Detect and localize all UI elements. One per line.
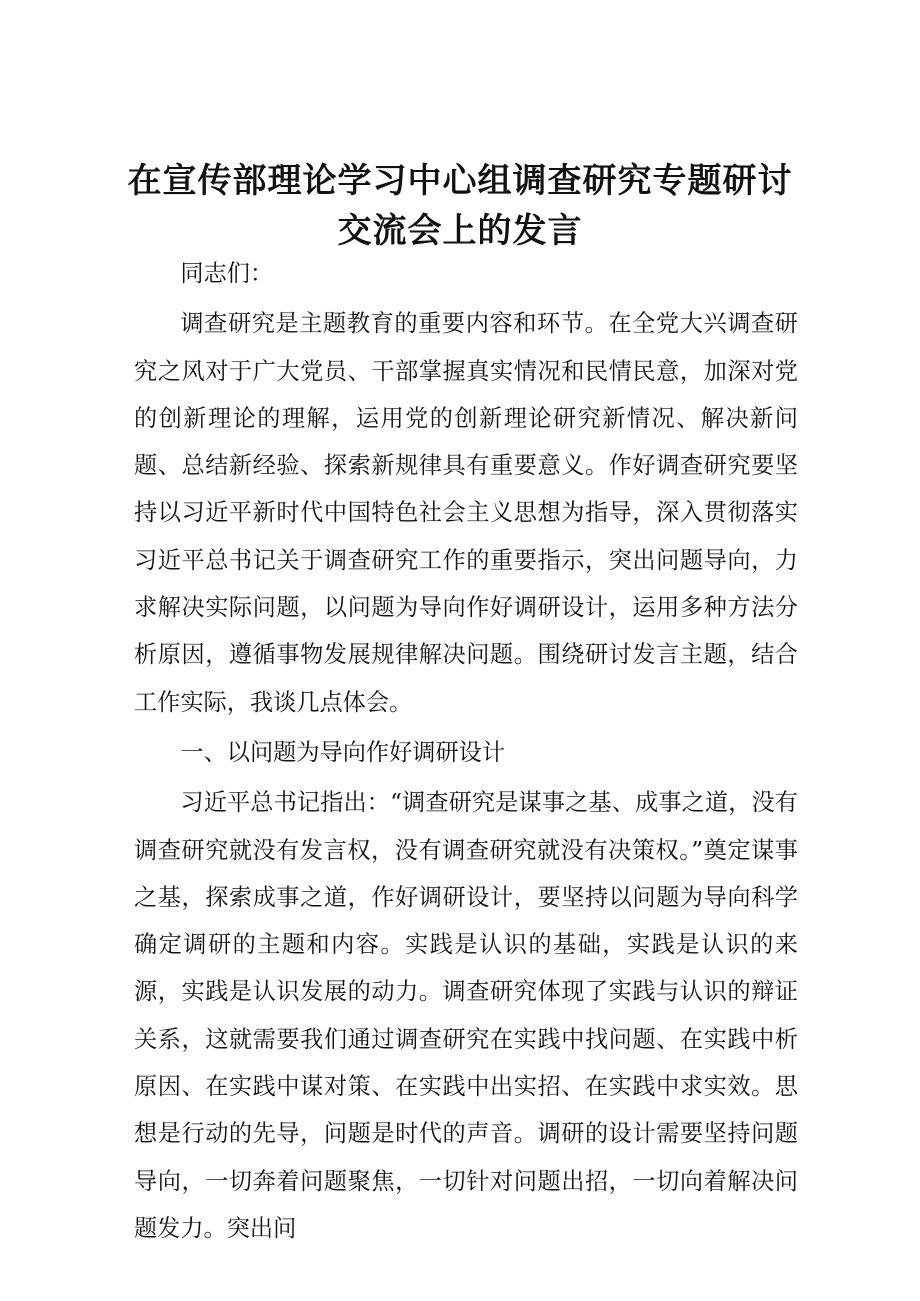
intro-paragraph: 调查研究是主题教育的重要内容和环节。在全党大兴调查研究之风对于广大党员、干部掌握真实情况和民情民意，加深对党的创新理论的理解，运用党的创新理论研究新情况、解决新问题、总结新经验、探索新规律具有重要意义。作好调查研究要坚持以习近平新时代中国特色社会主义思想为指导，深入贯彻落实习近平总书记关于调查研究工作的重要指示，突出问题导向，力求解决实际问题，以问题为导向作好调研设计，运用多种方法分析原因，遵循事物发展规律解决问题。围绕研讨发言主题，结合工作实际，我谈几点体会。 bbox=[134, 310, 798, 716]
document-body bbox=[134, 250, 798, 1252]
greeting: 同志们： bbox=[180, 260, 274, 287]
section-heading: 一、以问题为导向作好调研设计 bbox=[180, 738, 506, 766]
document-title: 在宣传部理论学习中心组调查研究专题研讨交流会上的发言 bbox=[127, 161, 793, 251]
section-paragraph: 习近平总书记指出：“调查研究是谋事之基、成事之道，没有调查研究就没有发言权，没有调查研究就没有决策权。”奠定谋事之基，探索成事之道，作好调研设计，要坚持以问题为导向科学确定调研的主题和内容。实践是认识的基础，实践是认识的来源，实践是认识发展的动力。调查研究体现了实践与认识的辩证关系，这就需要我们通过调查研究在实践中找问题、在实践中析原因、在实践中谋对策、在实践中出实招、在实践中求实效。思想是行动的先导，问题是时代的声音。调研的设计需要坚持问题导向，一切奔着问题聚焦，一切针对问题出招，一切向着解决问题发力。突出问 bbox=[134, 789, 798, 1242]
